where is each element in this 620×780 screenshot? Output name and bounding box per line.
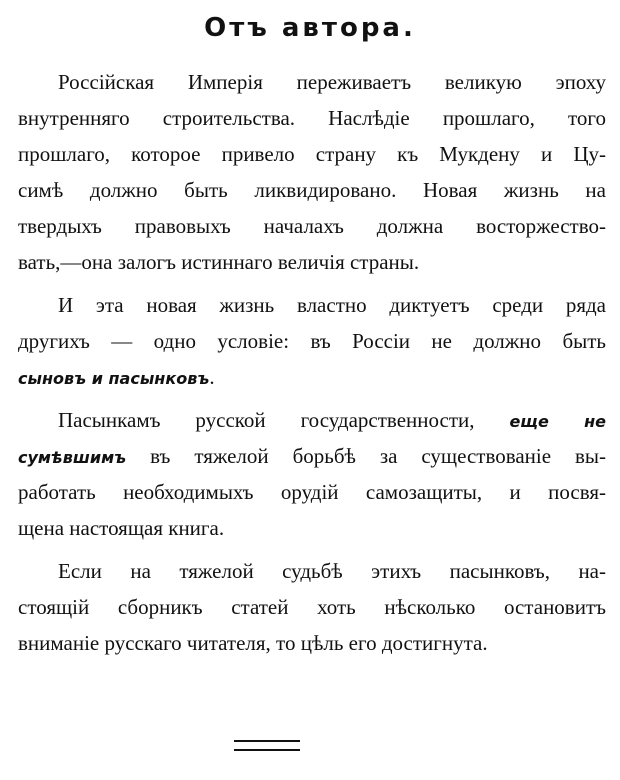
text-line: твердыхъ правовыхъ началахъ должна восторжество-	[18, 214, 606, 238]
end-rule-bottom	[234, 749, 300, 751]
emphasis-text: сумѣвшимъ	[18, 448, 127, 467]
text-line: вниманіе русскаго читателя, то цѣль его достигнута.	[18, 631, 488, 655]
text-line: стоящій сборникъ статей хоть нѣсколько остановитъ	[18, 595, 606, 619]
text-line: симѣ должно быть ликвидировано. Новая жизнь на	[18, 178, 606, 202]
emphasis-text: еще не	[509, 412, 606, 431]
text-line: Россійская Имперія переживаетъ великую эпоху	[58, 70, 606, 94]
text-line: И эта новая жизнь властно диктуетъ среди ряда	[58, 293, 606, 317]
text-line	[18, 438, 606, 474]
text-line: щена настоящая книга.	[18, 516, 225, 540]
text-line: прошлаго, которое привело страну къ Мукдену и Цу-	[18, 142, 606, 166]
emphasis-text: сыновъ и пасынковъ	[18, 369, 210, 388]
preface-text	[18, 64, 606, 661]
text-line: другихъ — одно условіе: въ Россіи не должно быть	[18, 329, 606, 353]
paragraph-2	[18, 287, 606, 395]
paragraph-3	[18, 402, 606, 546]
text-line: внутренняго строительства. Наслѣдіе прошлаго, того	[18, 106, 606, 130]
text-fragment: Пасынкамъ русской государственности,	[58, 408, 475, 432]
paragraph-4	[18, 553, 606, 661]
paragraph-1	[18, 64, 606, 280]
text-line	[18, 402, 606, 438]
text-line: работать необходимыхъ орудій самозащиты, и посвя-	[18, 480, 606, 504]
text-fragment: въ тяжелой борьбѣ за существованіе вы-	[150, 444, 607, 468]
paragraph-gap	[18, 546, 606, 553]
page-title: Отъ автора.	[204, 13, 416, 43]
paragraph-gap	[18, 280, 606, 287]
text-line	[18, 359, 606, 395]
text-fragment: .	[209, 365, 215, 389]
text-line: Если на тяжелой судьбѣ этихъ пасынковъ, на-	[58, 559, 606, 583]
paragraph-gap	[18, 395, 606, 402]
end-rule-top	[234, 740, 300, 742]
text-line: вать,—она залогъ истиннаго величія страны.	[18, 250, 420, 274]
